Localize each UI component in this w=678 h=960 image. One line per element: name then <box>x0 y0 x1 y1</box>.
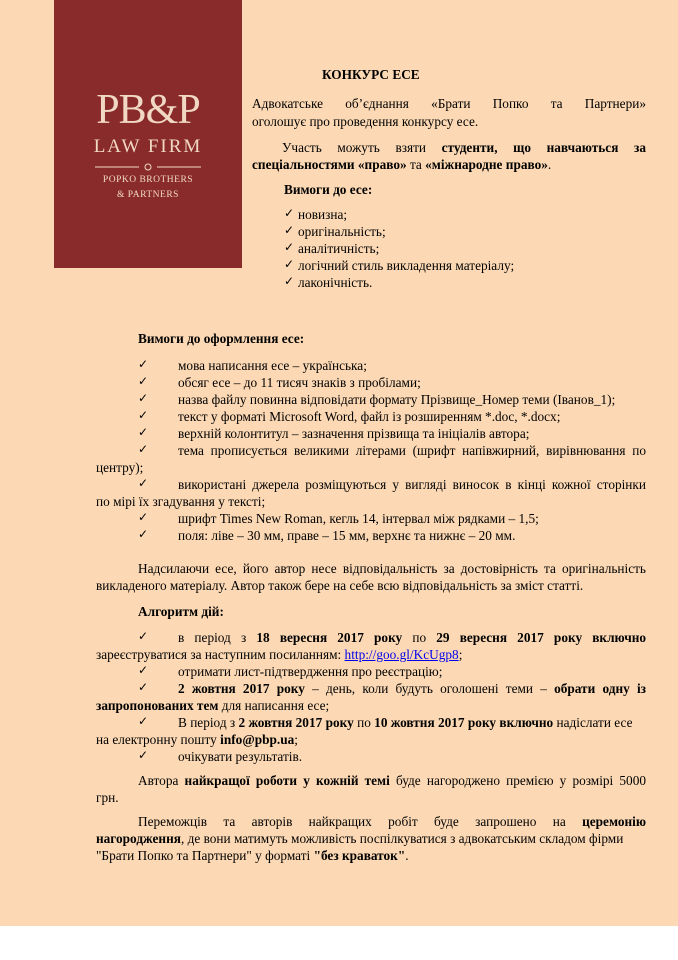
check-icon: ✓ <box>284 257 295 271</box>
ceremony-line-2: нагородження, де вони матимуть можливість поспілкуватися з адвокатським складом фірми <box>96 831 624 846</box>
registration-link[interactable]: http://goo.gl/KcUgp8 <box>344 647 459 662</box>
check-icon: ✓ <box>138 442 149 456</box>
logo-subtitle-1: POPKO BROTHERS <box>102 175 194 185</box>
logo-subtitle-2: & PARTNERS <box>117 190 179 200</box>
check-icon: ✓ <box>138 680 149 694</box>
step-4-line-2: на електронну пошту info@pbp.ua; <box>96 732 298 747</box>
intro-line-2: оголошує про проведення конкурсу есе. <box>252 114 479 129</box>
requirement-item: лаконічність. <box>298 275 373 290</box>
step-1-line-2: зареєструватися за наступним посиланням: http://goo.gl/KcUgp8; <box>96 647 463 662</box>
requirement-item: оригінальність; <box>298 224 386 239</box>
format-item: верхній колонтитул – зазначення прізвища та ініціалів автора; <box>178 426 530 441</box>
requirement-item: логічний стиль викладення матеріалу; <box>298 258 515 273</box>
responsibility-line-1: Надсилаючи есе, його автор несе відповідальність за достовірність та оригінальність <box>138 561 646 576</box>
step-3-line-2: запропонованих тем для написання есе; <box>96 698 330 713</box>
check-icon: ✓ <box>138 527 149 541</box>
format-item-continued: по мірі їх згадування у тексті; <box>96 494 266 509</box>
prize-line-2: грн. <box>96 790 119 805</box>
format-item: текст у форматі Microsoft Word, файл із розширенням *.doc, *.docx; <box>178 409 561 424</box>
check-icon: ✓ <box>138 357 149 371</box>
format-requirements-title: Вимоги до оформлення есе: <box>138 331 305 346</box>
check-icon: ✓ <box>138 408 149 422</box>
check-icon: ✓ <box>284 223 295 237</box>
check-icon: ✓ <box>284 240 295 254</box>
requirement-item: новизна; <box>298 207 348 222</box>
check-icon: ✓ <box>138 476 149 490</box>
format-item: обсяг есе – до 11 тисяч знаків з пробілами; <box>178 375 421 390</box>
ornament-icon <box>93 162 203 172</box>
participants-line-2: спеціальностями «право» та «міжнародне право». <box>252 157 552 172</box>
check-icon: ✓ <box>138 510 149 524</box>
step-5: очікувати результатів. <box>178 749 303 764</box>
check-icon: ✓ <box>138 714 149 728</box>
ceremony-line-3: "Брати Попко та Партнери" у форматі "без краваток". <box>96 848 409 863</box>
step-2: отримати лист-підтвердження про реєстрацію; <box>178 664 443 679</box>
document-title: КОНКУРС ЕСЕ <box>322 67 420 82</box>
intro-line-1: Адвокатське об’єднання «Брати Попко та Партнери» <box>252 96 646 111</box>
logo-firm-text: LAW FIRM <box>93 136 203 157</box>
step-4-line-1: В період з 2 жовтня 2017 року по 10 жовтня 2017 року включно надіслати есе <box>178 715 633 730</box>
format-item-continued: центру); <box>96 460 144 475</box>
responsibility-line-2: викладеного матеріалу. Автор також бере на себе всю відповідальність за зміст статті. <box>96 578 584 593</box>
law-firm-logo <box>54 0 242 268</box>
check-icon: ✓ <box>138 391 149 405</box>
check-icon: ✓ <box>138 663 149 677</box>
check-icon: ✓ <box>284 274 295 288</box>
check-icon: ✓ <box>138 629 149 643</box>
step-1-line-1: в період з 18 вересня 2017 року по 29 вересня 2017 року включно <box>178 630 647 645</box>
format-item: поля: ліве – 30 мм, праве – 15 мм, верхнє та нижнє – 20 мм. <box>178 528 516 543</box>
ceremony-line-1: Переможців та авторів найкращих робіт буде запрошено на церемонію <box>138 814 646 829</box>
participants-line-1: Участь можуть взяти студенти, що навчаються за <box>282 140 646 155</box>
format-item: шрифт Times New Roman, кегль 14, інтервал між рядками – 1,5; <box>178 511 539 526</box>
logo-monogram: PB&P <box>96 87 200 133</box>
check-icon: ✓ <box>138 425 149 439</box>
prize-line-1: Автора найкращої роботи у кожній темі буде нагороджено премією у розмірі 5000 <box>138 773 646 788</box>
algorithm-title: Алгоритм дій: <box>138 604 224 619</box>
format-item: тема прописується великими літерами (шрифт напівжирний, вирівнювання по <box>178 443 646 458</box>
format-item: назва файлу повинна відповідати формату Прізвище_Номер теми (Іванов_1); <box>178 392 616 407</box>
format-item: мова написання есе – українська; <box>178 358 367 373</box>
requirements-title: Вимоги до есе: <box>284 182 373 197</box>
format-item: використані джерела розміщуються у вигляді виносок в кінці кожної сторінки <box>178 477 646 492</box>
requirement-item: аналітичність; <box>298 241 380 256</box>
check-icon: ✓ <box>138 748 149 762</box>
check-icon: ✓ <box>284 206 295 220</box>
step-3-line-1: 2 жовтня 2017 року – день, коли будуть оголошені теми – обрати одну із <box>178 681 646 696</box>
check-icon: ✓ <box>138 374 149 388</box>
